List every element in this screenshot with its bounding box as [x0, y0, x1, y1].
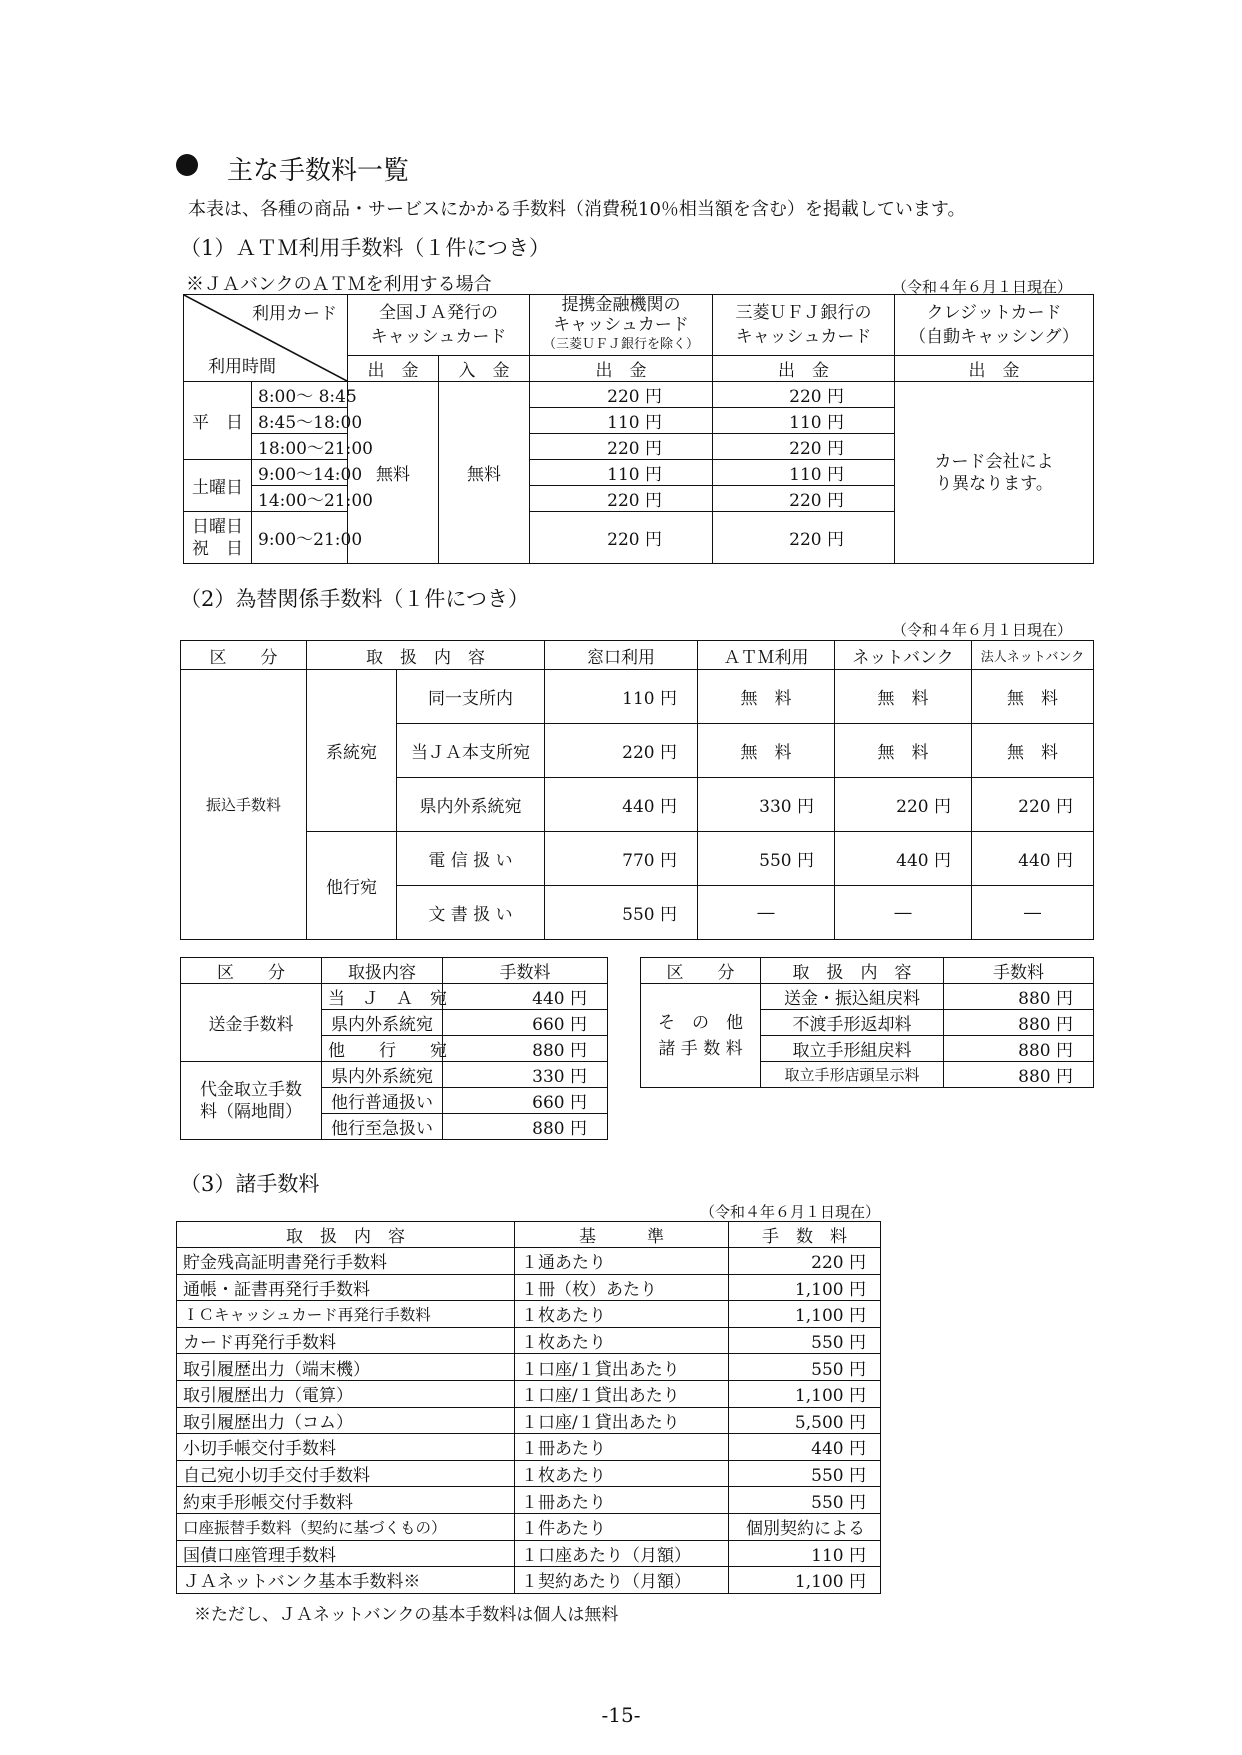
atm-fee: 330 円 — [698, 778, 835, 832]
basis-cell: １口座/１貸出あたり — [515, 1407, 729, 1434]
mufg-fee: 110 円 — [713, 408, 895, 434]
header-corp-net: 法人ネットバンク — [972, 641, 1094, 670]
header-fee: 手数料 — [944, 958, 1094, 984]
time-cell: 8:45～18:00 — [252, 408, 348, 434]
header-category: 区 分 — [181, 641, 307, 670]
fee-cell: 880 円 — [944, 1062, 1094, 1088]
item-cell: 県内外系統宛 — [322, 1062, 443, 1088]
item-cell: 取引履歴出力（端末機） — [177, 1354, 515, 1381]
atm-fee: ― — [698, 886, 835, 940]
header-net: ネットバンク — [835, 641, 972, 670]
item-cell: 口座振替手数料（契約に基づくもの） — [177, 1513, 515, 1540]
table-row — [177, 1354, 881, 1381]
fee-cell: 220 円 — [729, 1248, 881, 1275]
item-cell: 取引履歴出力（電算） — [177, 1380, 515, 1407]
remittance-fee-table — [180, 957, 608, 1140]
atm-fee: 無 料 — [698, 724, 835, 778]
basis-cell: １口座/１貸出あたり — [515, 1380, 729, 1407]
atm-as-of: （令和４年６月１日現在） — [892, 278, 1073, 296]
basis-cell: １件あたり — [515, 1513, 729, 1540]
net-fee: 無 料 — [835, 670, 972, 724]
header-category: 区 分 — [181, 958, 322, 984]
fee-cell: 880 円 — [443, 1036, 608, 1062]
corp-fee: 440 円 — [972, 832, 1094, 886]
fee-cell: 550 円 — [729, 1487, 881, 1514]
table-row — [177, 1540, 881, 1567]
corner-card-label: 利用カード — [252, 304, 337, 324]
other-category: そ の 他 諸 手 数 料 — [641, 984, 761, 1088]
partner-fee: 110 円 — [530, 408, 713, 434]
misc-fee-table — [176, 1221, 881, 1594]
col-ja-card: 全国ＪＡ発行の キャッシュカード — [348, 295, 530, 356]
ja-out-header: 出 金 — [348, 356, 439, 382]
saturday-label: 土曜日 — [184, 460, 252, 512]
fee-cell: 550 円 — [729, 1327, 881, 1354]
basis-cell: １通あたり — [515, 1248, 729, 1275]
exchange-heading: （2）為替関係手数料（１件につき） — [180, 587, 529, 611]
counter-fee: 770 円 — [545, 832, 698, 886]
item-cell: 通帳・証書再発行手数料 — [177, 1274, 515, 1301]
credit-note: カード会社によ り異なります。 — [895, 382, 1094, 564]
partner-fee: 110 円 — [530, 460, 713, 486]
header-basis: 基 準 — [515, 1222, 729, 1248]
partner-out-header: 出 金 — [530, 356, 713, 382]
counter-fee: 110 円 — [545, 670, 698, 724]
net-fee: 220 円 — [835, 778, 972, 832]
table-row — [177, 1407, 881, 1434]
header-item: 取 扱 内 容 — [761, 958, 944, 984]
item-cell: 他 行 宛 — [322, 1036, 443, 1062]
table-row — [177, 1460, 881, 1487]
col-mufg-card: 三菱ＵＦＪ銀行の キャッシュカード — [713, 295, 895, 356]
mufg-fee: 220 円 — [713, 512, 895, 564]
time-cell: 18:00～21:00 — [252, 434, 348, 460]
table-row — [177, 1380, 881, 1407]
basis-cell: １枚あたり — [515, 1327, 729, 1354]
corner-time-label: 利用時間 — [208, 357, 276, 377]
atm-note: ※ＪＡバンクのＡＴＭを利用する場合 — [186, 274, 492, 295]
counter-fee: 440 円 — [545, 778, 698, 832]
fee-cell: 660 円 — [443, 1088, 608, 1114]
time-cell: 14:00～21:00 — [252, 486, 348, 512]
exchange-as-of: （令和４年６月１日現在） — [892, 621, 1073, 639]
item-cell: 他行至急扱い — [322, 1114, 443, 1140]
page-number: -15- — [601, 1703, 641, 1727]
header-atm: ＡＴＭ利用 — [698, 641, 835, 670]
atm-fee-table — [183, 294, 1094, 564]
mufg-fee: 220 円 — [713, 382, 895, 408]
partner-fee: 220 円 — [530, 382, 713, 408]
fee-cell: 5,500 円 — [729, 1407, 881, 1434]
item-cell: 国債口座管理手数料 — [177, 1540, 515, 1567]
item-cell: カード再発行手数料 — [177, 1327, 515, 1354]
basis-cell: １枚あたり — [515, 1460, 729, 1487]
basis-cell: １口座あたり（月額） — [515, 1540, 729, 1567]
holiday-label: 日曜日 祝 日 — [184, 512, 252, 564]
col-partner-card: 提携金融機関の キャッシュカード （三菱ＵＦＪ銀行を除く） — [530, 295, 713, 356]
fee-cell: 550 円 — [729, 1460, 881, 1487]
misc-footnote: ※ただし、ＪＡネットバンクの基本手数料は個人は無料 — [194, 1605, 619, 1625]
table-row — [177, 1327, 881, 1354]
fee-cell: 440 円 — [729, 1434, 881, 1461]
item-cell: 送金・振込組戻料 — [761, 984, 944, 1010]
mufg-out-header: 出 金 — [713, 356, 895, 382]
basis-cell: １契約あたり（月額） — [515, 1567, 729, 1594]
table-row — [177, 1248, 881, 1275]
collection-category: 代金取立手数 料（隔地間） — [181, 1062, 322, 1140]
item-cell: 県内外系統宛 — [397, 778, 545, 832]
mufg-fee: 110 円 — [713, 460, 895, 486]
header-item: 取 扱 内 容 — [307, 641, 545, 670]
transfer-category: 振込手数料 — [181, 670, 307, 940]
group-system: 系統宛 — [307, 670, 397, 832]
corp-fee: 220 円 — [972, 778, 1094, 832]
mufg-fee: 220 円 — [713, 434, 895, 460]
header-counter: 窓口利用 — [545, 641, 698, 670]
item-cell: 自己宛小切手交付手数料 — [177, 1460, 515, 1487]
item-cell: ＪＡネットバンク基本手数料※ — [177, 1567, 515, 1594]
item-cell: 当 Ｊ Ａ 宛 — [322, 984, 443, 1010]
partner-fee: 220 円 — [530, 512, 713, 564]
corp-fee: 無 料 — [972, 670, 1094, 724]
col-credit-card: クレジットカード （自動キャッシング） — [895, 295, 1094, 356]
item-cell: 貯金残高証明書発行手数料 — [177, 1248, 515, 1275]
page-title: 主な手数料一覧 — [227, 156, 410, 186]
fee-cell: 440 円 — [443, 984, 608, 1010]
table-row — [177, 1274, 881, 1301]
credit-out-header: 出 金 — [895, 356, 1094, 382]
table-row — [177, 1567, 881, 1594]
basis-cell: １口座/１貸出あたり — [515, 1354, 729, 1381]
fee-cell: 個別契約による — [729, 1513, 881, 1540]
partner-fee: 220 円 — [530, 434, 713, 460]
misc-heading: （3）諸手数料 — [180, 1172, 320, 1196]
item-cell: 電 信 扱 い — [397, 832, 545, 886]
fee-cell: 110 円 — [729, 1540, 881, 1567]
fee-cell: 880 円 — [443, 1114, 608, 1140]
counter-fee: 220 円 — [545, 724, 698, 778]
fee-cell: 1,100 円 — [729, 1380, 881, 1407]
fee-cell: 880 円 — [944, 984, 1094, 1010]
group-other-bank: 他行宛 — [307, 832, 397, 940]
item-cell: 不渡手形返却料 — [761, 1010, 944, 1036]
time-cell: 9:00～21:00 — [252, 512, 348, 564]
item-cell: 文 書 扱 い — [397, 886, 545, 940]
fee-cell: 880 円 — [944, 1036, 1094, 1062]
item-cell: 取立手形組戻料 — [761, 1036, 944, 1062]
net-fee: ― — [835, 886, 972, 940]
ja-in-header: 入 金 — [439, 356, 530, 382]
basis-cell: １冊（枚）あたり — [515, 1274, 729, 1301]
mufg-fee: 220 円 — [713, 486, 895, 512]
fee-cell: 660 円 — [443, 1010, 608, 1036]
fee-cell: 1,100 円 — [729, 1567, 881, 1594]
item-cell: 同一支所内 — [397, 670, 545, 724]
remit-category: 送金手数料 — [181, 984, 322, 1062]
header-fee: 手数料 — [443, 958, 608, 984]
table-row — [177, 1487, 881, 1514]
time-cell: 8:00～ 8:45 — [252, 382, 348, 408]
item-cell: 当ＪＡ本支所宛 — [397, 724, 545, 778]
misc-as-of: （令和４年６月１日現在） — [700, 1203, 881, 1221]
bullet-icon — [176, 154, 198, 176]
fee-cell: 1,100 円 — [729, 1274, 881, 1301]
net-fee: 無 料 — [835, 724, 972, 778]
ja-out-free: 無料 — [348, 382, 439, 564]
fee-cell: 550 円 — [729, 1354, 881, 1381]
corp-fee: 無 料 — [972, 724, 1094, 778]
table-row — [177, 1301, 881, 1328]
exchange-fee-table — [180, 640, 1094, 940]
other-fee-table — [640, 957, 1094, 1088]
intro-text: 本表は、各種の商品・サービスにかかる手数料（消費税10％相当額を含む）を掲載しています。 — [188, 199, 966, 220]
item-cell: 取引履歴出力（コム） — [177, 1407, 515, 1434]
counter-fee: 550 円 — [545, 886, 698, 940]
corp-fee: ― — [972, 886, 1094, 940]
atm-fee: 無 料 — [698, 670, 835, 724]
atm-heading: （1）ＡＴＭ利用手数料（１件につき） — [180, 236, 550, 260]
header-item: 取扱内容 — [322, 958, 443, 984]
net-fee: 440 円 — [835, 832, 972, 886]
partner-fee: 220 円 — [530, 486, 713, 512]
table-row — [177, 1434, 881, 1461]
fee-cell: 880 円 — [944, 1010, 1094, 1036]
ja-in-free: 無料 — [439, 382, 530, 564]
item-cell: 取立手形店頭呈示料 — [761, 1062, 944, 1088]
basis-cell: １冊あたり — [515, 1487, 729, 1514]
table-row — [177, 1513, 881, 1540]
item-cell: 小切手帳交付手数料 — [177, 1434, 515, 1461]
weekday-label: 平 日 — [184, 382, 252, 460]
header-fee: 手 数 料 — [729, 1222, 881, 1248]
header-item: 取 扱 内 容 — [177, 1222, 515, 1248]
fee-cell: 1,100 円 — [729, 1301, 881, 1328]
item-cell: ＩＣキャッシュカード再発行手数料 — [177, 1301, 515, 1328]
basis-cell: １枚あたり — [515, 1301, 729, 1328]
basis-cell: １冊あたり — [515, 1434, 729, 1461]
item-cell: 県内外系統宛 — [322, 1010, 443, 1036]
atm-fee: 550 円 — [698, 832, 835, 886]
time-cell: 9:00～14:00 — [252, 460, 348, 486]
item-cell: 他行普通扱い — [322, 1088, 443, 1114]
item-cell: 約束手形帳交付手数料 — [177, 1487, 515, 1514]
header-category: 区 分 — [641, 958, 761, 984]
fee-cell: 330 円 — [443, 1062, 608, 1088]
